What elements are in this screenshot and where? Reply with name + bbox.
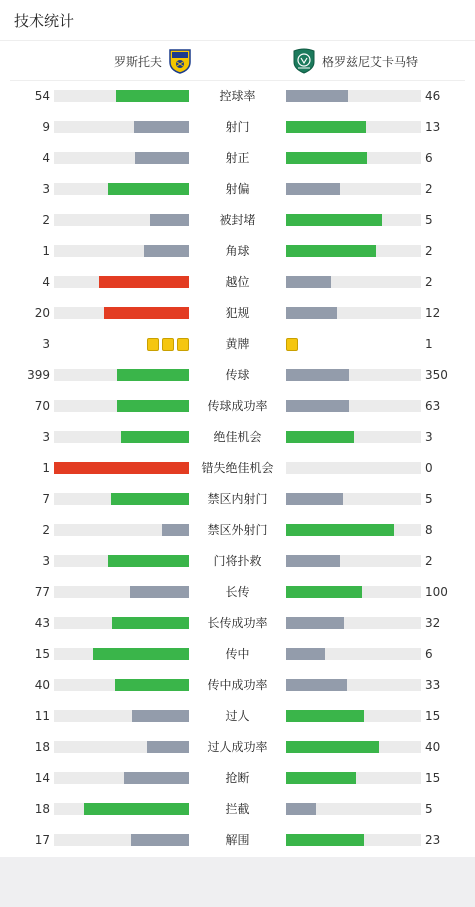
away-stat-value: 33 <box>425 678 441 692</box>
home-stat-bar-track <box>54 431 189 443</box>
home-stat-bar-track <box>54 803 189 815</box>
away-stat-value: 1 <box>425 337 433 351</box>
away-stat-bar-fill <box>286 524 394 536</box>
away-stat-bar-track <box>286 121 421 133</box>
home-stat-bar-fill <box>54 462 189 474</box>
away-stat-bar-fill <box>286 183 340 195</box>
away-stat-bar-track <box>286 679 421 691</box>
stat-row <box>0 763 475 794</box>
home-stat-value: 2 <box>42 523 50 537</box>
home-team-name: 罗斯托夫 <box>114 54 163 69</box>
away-stat-bar-track <box>286 834 421 846</box>
away-stat-value: 5 <box>425 213 433 227</box>
away-stat-value: 5 <box>425 802 433 816</box>
home-stat-bar-fill <box>147 741 189 753</box>
home-stat-value: 18 <box>34 740 50 754</box>
home-stat-value: 43 <box>34 616 50 630</box>
stat-row <box>0 143 475 174</box>
away-stat-bar-fill <box>286 648 325 660</box>
away-stat-bar-fill <box>286 214 382 226</box>
stat-row <box>0 577 475 608</box>
away-stat-bar-track <box>286 369 421 381</box>
home-stat-bar-track <box>54 307 189 319</box>
home-stat-value: 3 <box>42 182 50 196</box>
home-stat-value: 4 <box>42 275 50 289</box>
stats-list <box>0 81 475 856</box>
home-stat-value: 20 <box>34 306 50 320</box>
stat-label: 传中 <box>225 647 250 661</box>
away-stat-bar-track <box>286 555 421 567</box>
home-stat-bar-track <box>54 462 189 474</box>
away-stat-bar-fill <box>286 617 344 629</box>
home-stat-value: 3 <box>42 337 50 351</box>
away-team-name: 格罗兹尼艾卡马特 <box>322 54 419 69</box>
home-stat-value: 2 <box>42 213 50 227</box>
stat-label: 射偏 <box>225 182 250 196</box>
home-stat-bar-fill <box>131 834 189 846</box>
stat-label: 解围 <box>225 833 250 847</box>
away-stat-value: 23 <box>425 833 441 847</box>
away-stat-bar-track <box>286 400 421 412</box>
away-stat-bar-track <box>286 431 421 443</box>
stat-label: 门将扑救 <box>213 554 262 568</box>
stat-label: 传中成功率 <box>207 678 268 692</box>
panel-title: 技术统计 <box>14 11 75 30</box>
home-stat-value: 1 <box>42 244 50 258</box>
home-stat-bar-track <box>54 369 189 381</box>
home-stat-bar-track <box>54 183 189 195</box>
home-stat-bar-track <box>54 121 189 133</box>
stat-label: 角球 <box>225 244 250 258</box>
away-stat-bar-track <box>286 524 421 536</box>
stat-row <box>0 484 475 515</box>
stat-row <box>0 732 475 763</box>
away-stat-bar-track <box>286 152 421 164</box>
away-stat-value: 6 <box>425 647 433 661</box>
away-stat-value: 2 <box>425 182 433 196</box>
stat-row <box>0 205 475 236</box>
stat-label: 禁区外射门 <box>207 523 268 537</box>
home-stat-bar-fill <box>134 121 189 133</box>
home-stat-value: 77 <box>34 585 50 599</box>
home-stat-bar-fill <box>84 803 189 815</box>
away-stat-bar-fill <box>286 431 354 443</box>
home-stat-bar-track <box>54 152 189 164</box>
away-stat-bar-fill <box>286 152 367 164</box>
home-stat-bar-track <box>54 772 189 784</box>
home-stat-bar-track <box>54 617 189 629</box>
away-stat-bar-fill <box>286 400 349 412</box>
stat-row <box>0 701 475 732</box>
stat-label: 黄牌 <box>225 337 250 351</box>
home-stat-value: 11 <box>34 709 50 723</box>
stat-row <box>0 546 475 577</box>
away-stat-value: 32 <box>425 616 441 630</box>
away-stat-value: 40 <box>425 740 441 754</box>
yellow-card-icon <box>286 338 298 351</box>
home-stat-bar-track <box>54 214 189 226</box>
away-stat-bar-fill <box>286 772 356 784</box>
home-stat-bar-track <box>54 400 189 412</box>
stat-row <box>0 422 475 453</box>
home-stat-value: 3 <box>42 430 50 444</box>
stat-row <box>0 112 475 143</box>
home-stat-value: 9 <box>42 120 50 134</box>
away-stat-value: 12 <box>425 306 441 320</box>
away-stat-bar-fill <box>286 369 349 381</box>
stat-label: 射正 <box>225 151 250 165</box>
away-stat-bar-fill <box>286 121 366 133</box>
stat-row <box>0 298 475 329</box>
away-stat-bar-track <box>286 276 421 288</box>
away-stat-bar-track <box>286 462 421 474</box>
stat-row <box>0 267 475 298</box>
stat-label: 传球成功率 <box>207 399 268 413</box>
home-stat-bar-fill <box>121 431 189 443</box>
stat-row <box>0 391 475 422</box>
home-stat-bar-fill <box>150 214 189 226</box>
away-stat-bar-track <box>286 648 421 660</box>
home-stat-value: 399 <box>27 368 50 382</box>
home-stat-bar-fill <box>93 648 189 660</box>
home-yellow-cards <box>147 338 189 351</box>
away-stat-bar-track <box>286 90 421 102</box>
away-stat-bar-track <box>286 245 421 257</box>
stat-row <box>0 453 475 484</box>
stat-label: 传球 <box>225 368 250 382</box>
yellow-card-icon <box>147 338 159 351</box>
away-stat-value: 2 <box>425 244 433 258</box>
stat-row <box>0 794 475 825</box>
home-stat-bar-track <box>54 245 189 257</box>
stat-label: 射门 <box>225 120 250 134</box>
stat-label: 拦截 <box>225 802 250 816</box>
away-stat-value: 15 <box>425 709 441 723</box>
home-stat-bar-fill <box>108 183 189 195</box>
yellow-card-icon <box>177 338 189 351</box>
home-stat-value: 4 <box>42 151 50 165</box>
home-stat-value: 7 <box>42 492 50 506</box>
home-stat-bar-fill <box>132 710 189 722</box>
stat-label: 长传成功率 <box>207 616 268 630</box>
home-team[interactable] <box>114 41 192 81</box>
home-stat-bar-fill <box>108 555 189 567</box>
away-stat-bar-fill <box>286 586 362 598</box>
away-stat-value: 6 <box>425 151 433 165</box>
away-stat-bar-track <box>286 741 421 753</box>
stat-row <box>0 81 475 112</box>
away-stat-bar-track <box>286 493 421 505</box>
stat-row <box>0 236 475 267</box>
away-stat-value: 3 <box>425 430 433 444</box>
home-stat-bar-fill <box>112 617 189 629</box>
home-stat-value: 17 <box>34 833 50 847</box>
home-stat-bar-fill <box>117 400 189 412</box>
home-stat-bar-track <box>54 493 189 505</box>
home-stat-bar-fill <box>104 307 189 319</box>
home-stat-bar-fill <box>117 369 189 381</box>
away-stat-value: 5 <box>425 492 433 506</box>
away-stat-value: 0 <box>425 461 433 475</box>
stat-label: 禁区内射门 <box>207 492 268 506</box>
away-stat-bar-fill <box>286 834 364 846</box>
home-stat-bar-fill <box>99 276 189 288</box>
home-stat-bar-fill <box>115 679 189 691</box>
away-yellow-cards <box>286 338 298 351</box>
away-stat-bar-track <box>286 772 421 784</box>
rostov-crest-icon <box>168 48 192 74</box>
home-stat-value: 40 <box>34 678 50 692</box>
away-stat-bar-fill <box>286 803 316 815</box>
stat-label: 长传 <box>225 585 250 599</box>
stat-row <box>0 670 475 701</box>
stat-label: 控球率 <box>219 89 256 103</box>
away-team[interactable] <box>292 41 418 81</box>
stat-label: 犯规 <box>225 306 250 320</box>
away-stat-bar-track <box>286 710 421 722</box>
away-stat-bar-fill <box>286 307 337 319</box>
away-stat-value: 8 <box>425 523 433 537</box>
home-stat-bar-track <box>54 555 189 567</box>
away-stat-value: 13 <box>425 120 441 134</box>
home-stat-bar-track <box>54 276 189 288</box>
stat-row <box>0 825 475 856</box>
home-stat-value: 3 <box>42 554 50 568</box>
home-stat-bar-track <box>54 524 189 536</box>
away-stat-bar-fill <box>286 276 331 288</box>
panel-header <box>0 0 475 41</box>
away-stat-bar-track <box>286 617 421 629</box>
away-stat-value: 63 <box>425 399 441 413</box>
home-stat-value: 1 <box>42 461 50 475</box>
stat-row <box>0 515 475 546</box>
away-stat-bar-fill <box>286 679 347 691</box>
home-stat-bar-fill <box>116 90 189 102</box>
stat-label: 抢断 <box>225 771 250 785</box>
stat-row <box>0 360 475 391</box>
home-stat-bar-track <box>54 710 189 722</box>
home-stat-bar-fill <box>111 493 189 505</box>
home-stat-bar-fill <box>130 586 189 598</box>
away-stat-bar-track <box>286 307 421 319</box>
stat-row <box>0 608 475 639</box>
home-stat-value: 18 <box>34 802 50 816</box>
home-stat-bar-track <box>54 586 189 598</box>
away-stat-value: 2 <box>425 554 433 568</box>
home-stat-bar-track <box>54 648 189 660</box>
home-stat-bar-fill <box>144 245 189 257</box>
stat-label: 绝佳机会 <box>213 430 262 444</box>
away-stat-bar-fill <box>286 555 340 567</box>
away-stat-bar-track <box>286 214 421 226</box>
away-stat-value: 15 <box>425 771 441 785</box>
away-stat-value: 46 <box>425 89 441 103</box>
home-stat-bar-track <box>54 679 189 691</box>
home-stat-bar-track <box>54 90 189 102</box>
away-stat-value: 350 <box>425 368 448 382</box>
away-stat-value: 2 <box>425 275 433 289</box>
home-stat-value: 70 <box>34 399 50 413</box>
stat-label: 越位 <box>225 275 250 289</box>
home-stat-value: 54 <box>34 89 50 103</box>
stat-label: 过人 <box>225 709 250 723</box>
stat-row <box>0 639 475 670</box>
home-stat-bar-track <box>54 741 189 753</box>
away-stat-bar-fill <box>286 245 376 257</box>
stat-row <box>0 174 475 205</box>
teams-bar <box>10 41 465 81</box>
akhmat-crest-icon <box>292 48 316 74</box>
away-stat-bar-fill <box>286 493 343 505</box>
away-stat-bar-fill <box>286 741 379 753</box>
away-stat-bar-fill <box>286 710 364 722</box>
home-stat-bar-fill <box>162 524 189 536</box>
away-stat-bar-fill <box>286 90 348 102</box>
home-stat-bar-fill <box>135 152 189 164</box>
yellow-card-icon <box>162 338 174 351</box>
stat-row <box>0 329 475 360</box>
away-stat-bar-track <box>286 803 421 815</box>
home-stat-value: 14 <box>34 771 50 785</box>
home-stat-bar-fill <box>124 772 189 784</box>
home-stat-value: 15 <box>34 647 50 661</box>
away-stat-value: 100 <box>425 585 448 599</box>
away-stat-bar-track <box>286 586 421 598</box>
stat-label: 被封堵 <box>219 213 256 227</box>
stat-label: 过人成功率 <box>207 740 268 754</box>
stat-label: 错失绝佳机会 <box>201 461 274 475</box>
away-stat-bar-track <box>286 183 421 195</box>
home-stat-bar-track <box>54 834 189 846</box>
